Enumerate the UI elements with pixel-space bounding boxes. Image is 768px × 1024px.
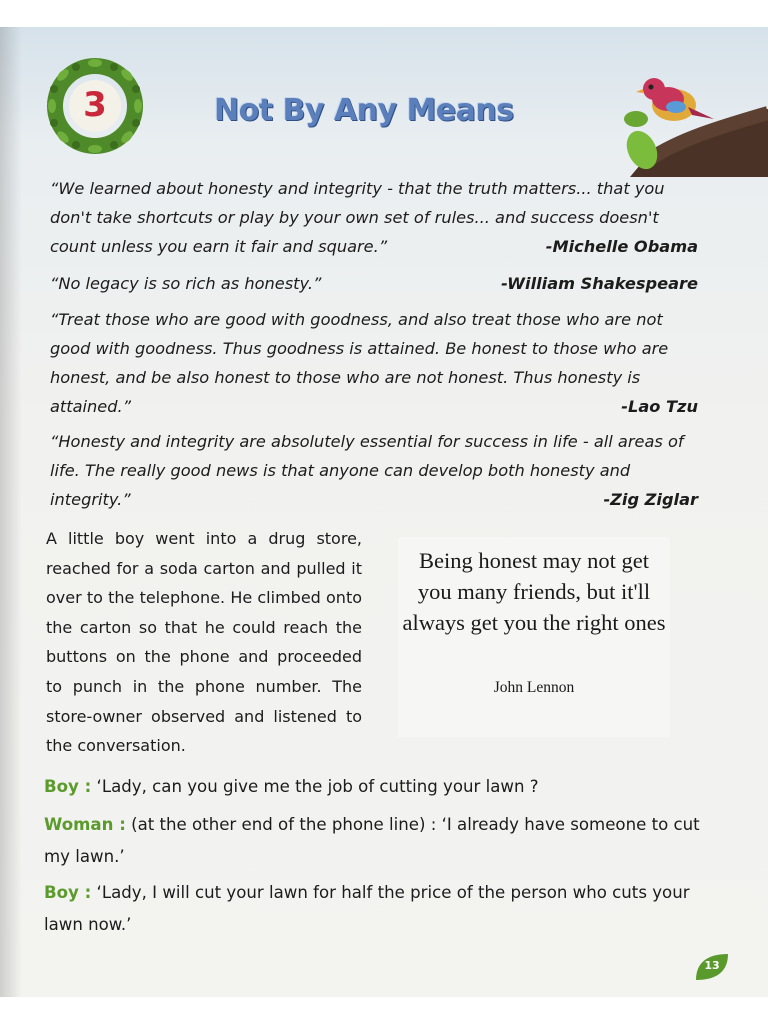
quote-author: -Zig Ziglar — [603, 490, 698, 509]
dialogue-text: ‘Lady, can you give me the job of cutting your lawn ? — [91, 777, 539, 796]
quote-text: “We learned about honesty and integrity - that the truth matters... that you don't take shortcuts or play by your own set of rules... and success doesn't count unless you earn it fair and square.” — [50, 179, 665, 256]
dialogue-line — [44, 877, 714, 941]
chapter-number: 3 — [83, 85, 107, 125]
quote-zig-ziglar — [50, 427, 698, 514]
callout-quote: Being honest may not get you many friends, but it'll always get you the right ones — [402, 548, 666, 635]
page-number: 13 — [704, 959, 720, 972]
bird-on-branch-icon — [610, 47, 768, 177]
story-paragraph: A little boy went into a drug store, reached for a soda carton and pulled it over to the telephone. He climbed onto the carton so that he could reach the buttons on the phone and proceeded to punch in the phone number. The store-owner observed and listened to the conversation. — [46, 529, 362, 756]
speaker-label: Boy : — [44, 883, 92, 902]
dialogue-text: (at the other end of the phone line) : ‘I already have someone to cut my lawn.’ — [44, 815, 700, 866]
quote-author: -Lao Tzu — [621, 397, 698, 416]
quote-text: “Treat those who are good with goodness, and also treat those who are not good with goodness. Thus goodness is attained. Be honest to those who are honest, and be also honest to those who are not honest. Thus honesty is attained.” — [50, 310, 669, 416]
chapter-title: Not By Any Means — [214, 93, 514, 128]
callout-author: John Lennon — [493, 679, 575, 696]
quote-text: “Honesty and integrity are absolutely essential for success in life - all areas of life. The really good news is that anyone can develop both honesty and integrity.” — [50, 432, 684, 509]
speaker-label: Boy : — [44, 777, 92, 796]
quote-michelle-obama — [50, 174, 698, 261]
speaker-label: Woman : — [44, 815, 126, 834]
quote-shakespeare — [50, 269, 698, 298]
dialogue-line — [44, 809, 714, 873]
dialogue-line — [44, 771, 714, 803]
page-number-badge — [694, 952, 730, 982]
quote-text: “No legacy is so rich as honesty.” — [50, 274, 322, 293]
quote-author: -Michelle Obama — [545, 237, 698, 256]
book-page — [0, 27, 768, 997]
quote-author: -William Shakespeare — [501, 274, 698, 293]
quote-lao-tzu — [50, 305, 698, 421]
dialogue-text: ‘Lady, I will cut your lawn for half the price of the person who cuts your lawn now.’ — [44, 883, 690, 934]
